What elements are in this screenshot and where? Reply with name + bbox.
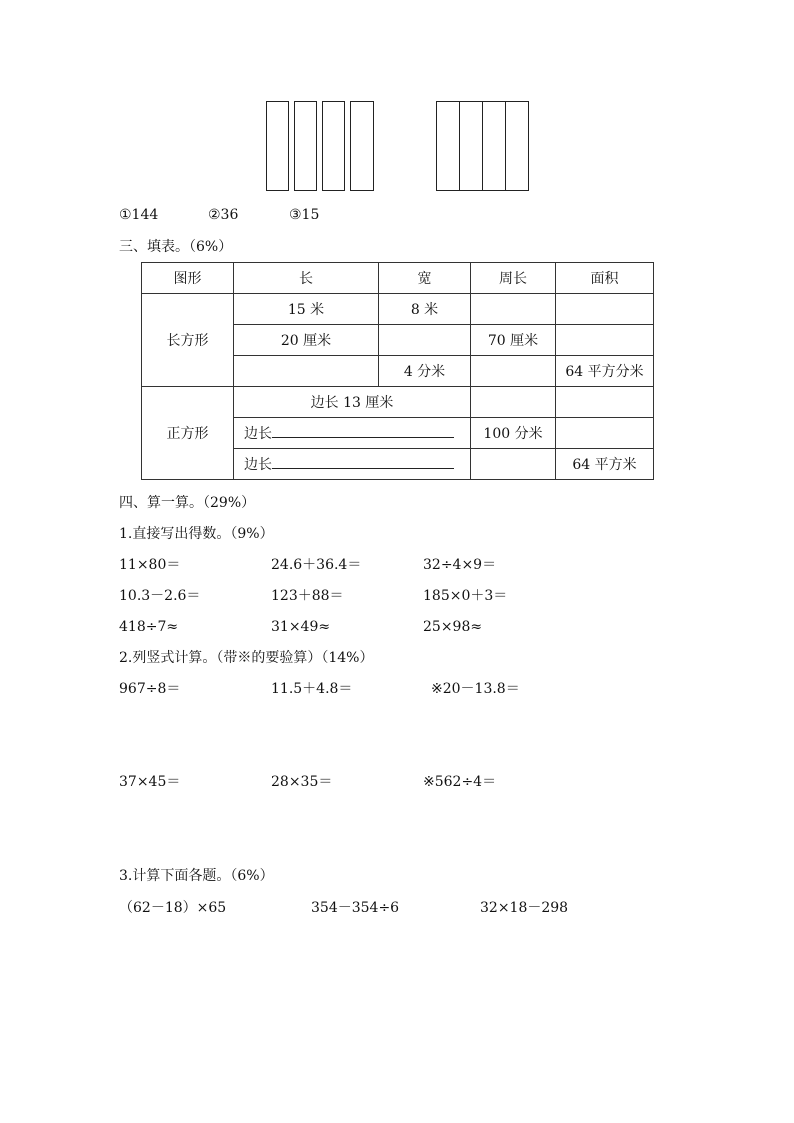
fill-table [141, 262, 654, 480]
answer-option-1: ①144 [119, 207, 159, 223]
side-cell[interactable] [234, 418, 471, 449]
oral-problem: 25×98≈ [423, 619, 483, 635]
section4-title: 四、算一算。（29%） [119, 495, 256, 511]
length-cell[interactable] [234, 356, 379, 387]
part1-title: 1.直接写出得数。（9%） [119, 526, 274, 542]
area-cell[interactable] [556, 387, 654, 418]
divider-line [459, 102, 460, 190]
width-cell[interactable] [379, 325, 471, 356]
side-cell: 边长 13 厘米 [234, 387, 471, 418]
answer-option-2: ②36 [208, 207, 239, 223]
width-cell: 4 分米 [379, 356, 471, 387]
length-cell: 20 厘米 [234, 325, 379, 356]
answer-option-3: ③15 [289, 207, 320, 223]
shape-label-square: 正方形 [142, 387, 234, 480]
answer-blank[interactable] [272, 425, 454, 438]
oral-problem: 10.3－2.6＝ [119, 588, 201, 604]
side-label: 边长 [244, 426, 272, 442]
part3-title: 3.计算下面各题。（6%） [119, 868, 274, 884]
side-label: 边长 [244, 457, 272, 473]
divider-line [505, 102, 506, 190]
strip-rectangle [294, 101, 317, 191]
header-cell: 图形 [142, 263, 234, 294]
oral-problem: 185×0＋3＝ [423, 588, 508, 604]
header-cell: 周长 [471, 263, 556, 294]
part2-title: 2.列竖式计算。（带※的要验算）（14%） [119, 650, 374, 666]
vertical-problem: 28×35＝ [271, 774, 333, 790]
oral-problem: 11×80＝ [119, 557, 181, 573]
perimeter-cell[interactable] [471, 387, 556, 418]
table-row [142, 387, 654, 418]
oral-problem: 123＋88＝ [271, 588, 344, 604]
vertical-problem: 967÷8＝ [119, 681, 181, 697]
vertical-problem: 37×45＝ [119, 774, 181, 790]
answer-blank[interactable] [272, 456, 454, 469]
area-cell[interactable] [556, 294, 654, 325]
header-cell: 长 [234, 263, 379, 294]
shape-label-rectangle: 长方形 [142, 294, 234, 387]
area-cell[interactable] [556, 418, 654, 449]
header-cell: 面积 [556, 263, 654, 294]
table-row [142, 294, 654, 325]
section3-title: 三、填表。（6%） [119, 239, 233, 255]
table-header-row [142, 263, 654, 294]
side-cell[interactable] [234, 449, 471, 480]
oral-problem: 24.6＋36.4＝ [271, 557, 362, 573]
area-cell[interactable] [556, 325, 654, 356]
calc-problem: 32×18－298 [480, 900, 569, 916]
strip-rectangle [350, 101, 374, 191]
perimeter-cell: 70 厘米 [471, 325, 556, 356]
area-cell: 64 平方米 [556, 449, 654, 480]
oral-problem: 32÷4×9＝ [423, 557, 497, 573]
strip-rectangle [266, 101, 289, 191]
area-cell: 64 平方分米 [556, 356, 654, 387]
perimeter-cell[interactable] [471, 356, 556, 387]
perimeter-cell[interactable] [471, 294, 556, 325]
vertical-problem: ※562÷4＝ [423, 774, 497, 790]
figure-joined-rectangle [436, 101, 529, 193]
perimeter-cell[interactable] [471, 449, 556, 480]
calc-problem: 354－354÷6 [311, 900, 400, 916]
oral-problem: 31×49≈ [271, 619, 331, 635]
divider-line [482, 102, 483, 190]
length-cell: 15 米 [234, 294, 379, 325]
header-cell: 宽 [379, 263, 471, 294]
calc-problem: （62－18）×65 [119, 900, 227, 916]
perimeter-cell: 100 分米 [471, 418, 556, 449]
vertical-problem: 11.5＋4.8＝ [271, 681, 353, 697]
figure-separate-strips [266, 101, 374, 193]
oral-problem: 418÷7≈ [119, 619, 179, 635]
width-cell: 8 米 [379, 294, 471, 325]
strip-rectangle [322, 101, 345, 191]
joined-rectangle-outline [436, 101, 529, 191]
vertical-problem: ※20－13.8＝ [431, 681, 520, 697]
